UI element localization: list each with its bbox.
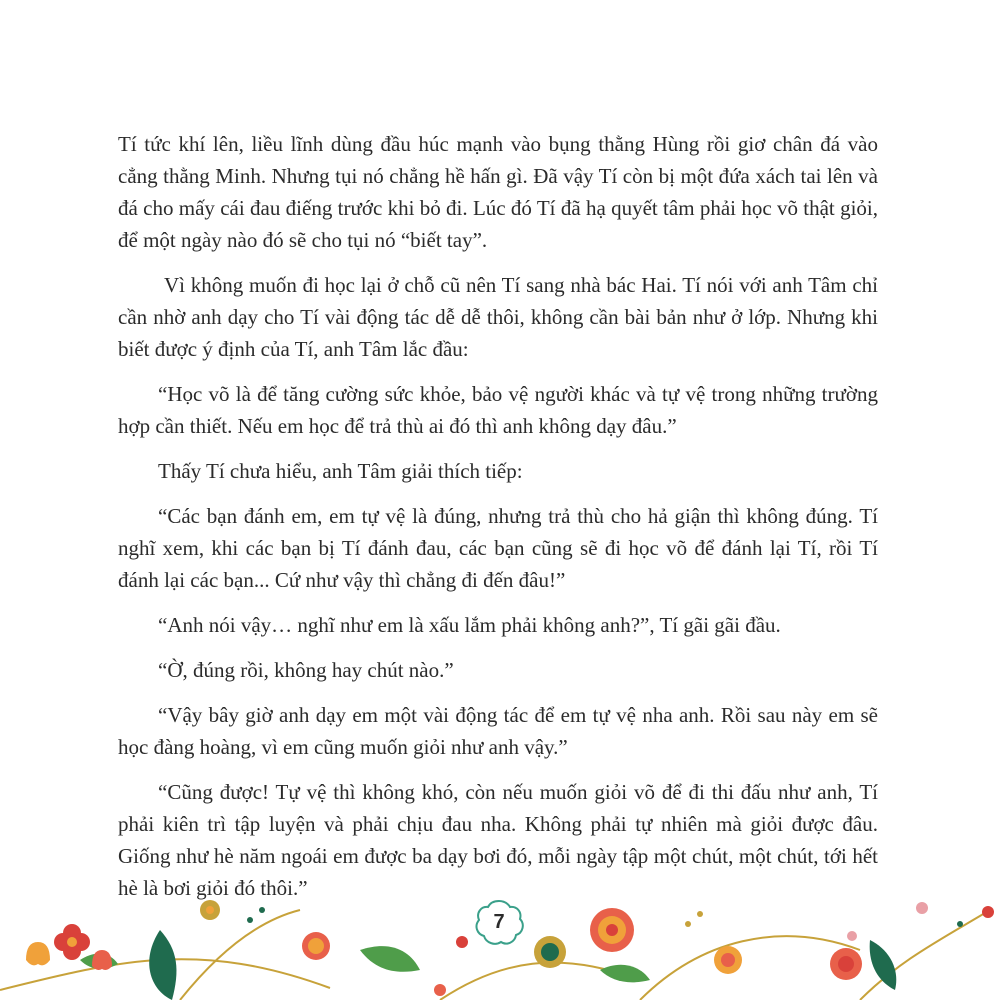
page-number-text: 7 (493, 910, 505, 933)
paragraph-7: “Ờ, đúng rồi, không hay chút nào.” (158, 658, 454, 682)
paragraph-9: “Cũng được! Tự vệ thì không khó, còn nếu muốn giỏi võ để đi thi đấu như anh, Tí phải kiên trì tập luyện và phải chịu đau nha. Không phải tự nhiên mà giỏi được đâu. Giống như hè năm ngoái em được ba dạy bơi đó, mỗi ngày tập một chút, một chút, tới hết hè là bơi giỏi đó thôi.” (118, 780, 878, 900)
paragraph-8: “Vậy bây giờ anh dạy em một vài động tác để em tự vệ nha anh. Rồi sau này em sẽ học đàng hoàng, vì em cũng muốn giỏi như anh vậy.” (118, 703, 878, 759)
page-body (118, 128, 878, 917)
paragraph-3: “Học võ là để tăng cường sức khỏe, bảo vệ người khác và tự vệ trong những trường hợp cần thiết. Nếu em học để trả thù ai đó thì anh không dạy đâu.” (118, 382, 878, 438)
paragraph-1: Tí tức khí lên, liều lĩnh dùng đầu húc mạnh vào bụng thằng Hùng rồi giơ chân đá vào cẳng thằng Minh. Nhưng tụi nó chẳng hề hấn gì. Đã vậy Tí còn bị một đứa xách tai lên và đá cho mấy cái đau điếng trước khi bỏ đi. Lúc đó Tí đã hạ quyết tâm phải học võ thật giỏi, để một ngày nào đó sẽ cho tụi nó “biết tay”. (118, 132, 878, 252)
page-number (472, 898, 526, 946)
paragraph-5: “Các bạn đánh em, em tự vệ là đúng, nhưng trả thù cho hả giận thì không đúng. Tí nghĩ xem, khi các bạn bị Tí đánh đau, các bạn cũng sẽ đi học võ để đánh lại Tí, rồi Tí đánh lại các bạn... Cứ như vậy thì chẳng đi đến đâu!” (118, 504, 878, 592)
paragraph-4: Thấy Tí chưa hiểu, anh Tâm giải thích tiếp: (158, 459, 523, 483)
paragraph-6: “Anh nói vậy… nghĩ như em là xấu lắm phải không anh?”, Tí gãi gãi đầu. (158, 613, 781, 637)
paragraph-2: Vì không muốn đi học lại ở chỗ cũ nên Tí sang nhà bác Hai. Tí nói với anh Tâm chỉ cần nhờ anh dạy cho Tí vài động tác dễ dễ thôi, không cần bài bản như ở lớp. Nhưng khi biết được ý định của Tí, anh Tâm lắc đầu: (118, 273, 878, 361)
